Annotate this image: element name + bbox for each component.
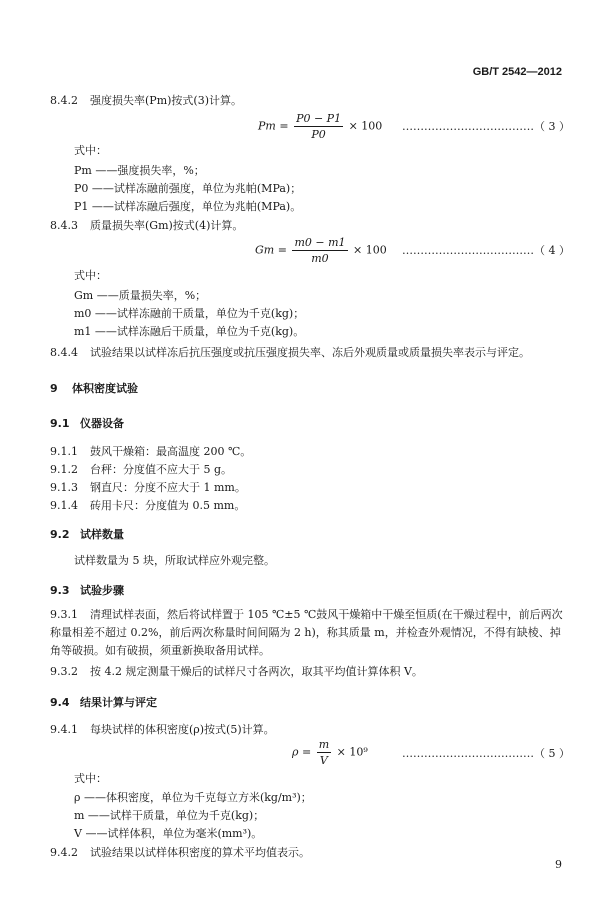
clause-9-1-2 xyxy=(50,462,232,477)
standard-code: GB/T 2542—2012 xyxy=(472,66,562,78)
equation-number-4: ………………………………（ 4 ） xyxy=(402,244,570,257)
clause-number: 8.4.2 xyxy=(50,94,78,107)
where-label: 式中： xyxy=(74,144,107,157)
formula-5 xyxy=(292,738,368,767)
clause-9-4-2 xyxy=(50,845,310,860)
clause-text: 质量损失率(Gm)按式(4)计算。 xyxy=(90,219,244,232)
formula-fraction xyxy=(294,112,343,141)
equation-number-3: ………………………………（ 3 ） xyxy=(402,120,570,133)
formula-eq: = xyxy=(301,745,312,759)
clause-8-4-2 xyxy=(50,93,242,108)
section-title: 仪器设备 xyxy=(80,417,124,430)
definition-item: m0 ——试样冻融前干质量，单位为千克(kg)； xyxy=(74,307,305,320)
section-number: 9.3 xyxy=(50,584,70,597)
definition-item: Pm ——强度损失率，%； xyxy=(74,164,205,177)
section-heading-9 xyxy=(50,380,138,396)
section-number: 9.4 xyxy=(50,696,70,709)
formula-eq: = xyxy=(279,119,289,133)
clause-9-3-1 xyxy=(50,606,566,660)
section-heading-9-4 xyxy=(50,694,157,710)
section-title: 体积密度试验 xyxy=(72,382,138,395)
paragraph-text: 试样数量为 5 块，所取试样应外观完整。 xyxy=(74,554,275,567)
clause-number: 9.4.2 xyxy=(50,846,78,859)
clause-9-1-4 xyxy=(50,498,245,513)
fraction-denominator: P0 xyxy=(311,128,326,141)
section-number: 9.1 xyxy=(50,417,70,430)
formula-4 xyxy=(255,236,387,265)
clause-8-4-4 xyxy=(50,345,530,360)
clause-text: 清理试样表面，然后将试样置于 105 ℃±5 ℃鼓风干燥箱中干燥至恒质(在干燥过程中，前后两次称量相差不超过 0.2%，前后两次称量时间间隔为 2 h)，称其质量 m，并检查外观情况，不得有缺棱、掉角等破损。如有破损，须重新换取备用试样。 xyxy=(50,608,563,657)
page-number: 9 xyxy=(555,858,562,871)
clause-text: 鼓风干燥箱：最高温度 200 ℃。 xyxy=(90,445,252,458)
clause-text: 试验结果以试样体积密度的算术平均值表示。 xyxy=(90,846,310,859)
formula-lhs: ρ xyxy=(292,745,299,759)
formula-multiplier: × 10⁹ xyxy=(336,745,368,759)
where-label: 式中： xyxy=(74,772,107,785)
clause-text: 按 4.2 规定测量干燥后的试样尺寸各两次，取其平均值计算体积 V。 xyxy=(90,665,423,678)
clause-number: 9.1.3 xyxy=(50,481,78,494)
formula-eq: = xyxy=(277,243,287,257)
formula-fraction xyxy=(292,236,347,265)
clause-number: 9.1.2 xyxy=(50,463,78,476)
clause-text: 台秤：分度值不应大于 5 g。 xyxy=(90,463,233,476)
definition-item: V ——试样体积，单位为毫米(mm³)。 xyxy=(74,827,263,840)
clause-number: 9.4.1 xyxy=(50,723,78,736)
fraction-numerator: m xyxy=(318,738,330,751)
clause-text: 试验结果以试样冻后抗压强度或抗压强度损失率、冻后外观质量或质量损失率表示与评定。 xyxy=(90,346,530,359)
clause-number: 8.4.3 xyxy=(50,219,78,232)
clause-9-3-2 xyxy=(50,664,423,679)
definition-item: m1 ——试样冻融后干质量，单位为千克(kg)。 xyxy=(74,325,305,338)
definition-item: Gm ——质量损失率，%； xyxy=(74,289,207,302)
equation-number-5: ………………………………（ 5 ） xyxy=(402,747,570,760)
clause-text: 砖用卡尺：分度值为 0.5 mm。 xyxy=(90,499,246,512)
clause-9-1-1 xyxy=(50,444,251,459)
clause-number: 8.4.4 xyxy=(50,346,78,359)
definition-item: P0 ——试样冻融前强度，单位为兆帕(MPa)； xyxy=(74,182,302,195)
fraction-numerator: P0 − P1 xyxy=(296,112,342,125)
clause-9-1-3 xyxy=(50,480,246,495)
formula-lhs: Pm xyxy=(258,119,276,133)
where-label: 式中： xyxy=(74,269,107,282)
fraction-denominator: m0 xyxy=(311,252,329,265)
formula-3 xyxy=(258,112,382,141)
formula-lhs: Gm xyxy=(255,243,275,257)
fraction-numerator: m0 − m1 xyxy=(294,236,346,249)
formula-fraction xyxy=(317,738,331,767)
section-title: 试样数量 xyxy=(80,528,124,541)
clause-number: 9.1.1 xyxy=(50,445,78,458)
clause-9-4-1 xyxy=(50,722,275,737)
clause-text: 钢直尺：分度不应大于 1 mm。 xyxy=(90,481,246,494)
clause-text: 强度损失率(Pm)按式(3)计算。 xyxy=(90,94,242,107)
section-number: 9 xyxy=(50,382,58,395)
section-number: 9.2 xyxy=(50,528,70,541)
fraction-denominator: V xyxy=(319,754,328,767)
formula-multiplier: × 100 xyxy=(348,119,383,133)
clause-number: 9.1.4 xyxy=(50,499,78,512)
definition-item: ρ ——体积密度，单位为千克每立方米(kg/m³)； xyxy=(74,791,312,804)
definition-item: m ——试样干质量，单位为千克(kg)； xyxy=(74,809,265,822)
clause-number: 9.3.1 xyxy=(50,608,78,621)
section-heading-9-2 xyxy=(50,526,124,542)
section-heading-9-1 xyxy=(50,415,124,431)
formula-multiplier: × 100 xyxy=(353,243,387,257)
clause-8-4-3 xyxy=(50,218,243,233)
clause-text: 每块试样的体积密度(ρ)按式(5)计算。 xyxy=(90,723,275,736)
section-title: 试验步骤 xyxy=(80,584,124,597)
definition-item: P1 ——试样冻融后强度，单位为兆帕(MPa)。 xyxy=(74,200,302,213)
section-title: 结果计算与评定 xyxy=(80,696,157,709)
section-heading-9-3 xyxy=(50,582,124,598)
clause-number: 9.3.2 xyxy=(50,665,78,678)
